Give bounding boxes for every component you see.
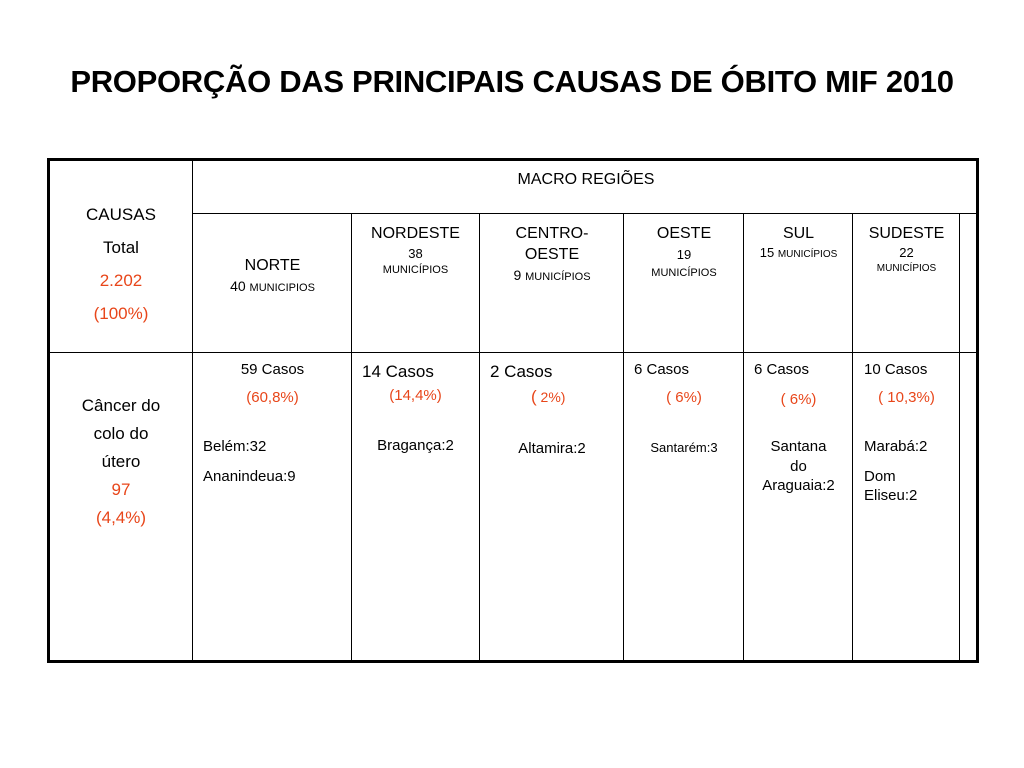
region-municipalities — [745, 245, 852, 262]
region-name: OESTE — [656, 225, 712, 242]
total-label: Total — [103, 238, 139, 257]
region-name: NORTE — [244, 257, 301, 274]
municipality-unit: MUNICÍPIOS — [382, 263, 449, 276]
column-divider — [192, 160, 193, 662]
column-divider — [479, 214, 480, 662]
nordeste-data-cell — [352, 361, 479, 455]
cases-count: 59 Casos — [240, 361, 305, 378]
cases-percent: ( 10,3%) — [878, 388, 935, 406]
city-name-line2: Eliseu:2 — [864, 487, 918, 504]
cases-count: 14 Casos — [362, 362, 434, 381]
city-count: Ananindeua:9 — [203, 467, 296, 485]
cause-name-line1: Câncer do — [81, 396, 161, 415]
municipality-count: 22 — [899, 244, 914, 260]
city-count: Santarém:3 — [650, 440, 718, 455]
total-value: 2.202 — [99, 271, 143, 290]
causas-label: CAUSAS — [86, 205, 156, 224]
region-header-norte — [194, 256, 351, 295]
cause-name-line3: útero — [101, 452, 141, 471]
municipality-count: 40 — [230, 277, 246, 294]
city-count: Marabá:2 — [864, 438, 928, 455]
cases-count: 2 Casos — [490, 362, 553, 381]
cases-percent: (14,4%) — [389, 387, 442, 405]
page-title: PROPORÇÃO DAS PRINCIPAIS CAUSAS DE ÓBITO MIF 2010 — [70, 64, 954, 99]
municipality-count: 15 — [759, 244, 775, 260]
column-divider — [623, 214, 624, 662]
cause-percent: (4,4%) — [95, 508, 147, 527]
region-name-line2: OESTE — [524, 245, 580, 263]
city-name-line3: Araguaia:2 — [762, 477, 835, 494]
sudeste-data-cell — [854, 360, 959, 506]
region-municipalities — [194, 277, 351, 295]
city-count: Belém:32 — [203, 438, 267, 455]
cases-percent: (60,8%) — [246, 388, 299, 406]
column-divider — [743, 214, 744, 662]
municipality-count: 9 — [513, 266, 522, 283]
city-count — [745, 437, 852, 496]
cause-name-line2: colo do — [93, 424, 149, 443]
municipality-unit: MUNICÍPIOS — [876, 262, 937, 274]
region-header-nordeste — [352, 224, 479, 277]
municipality-unit: MUNICÍPIOS — [525, 270, 591, 283]
city-name-line2: do — [790, 457, 807, 475]
macro-regions-header: MACRO REGIÕES — [517, 171, 655, 188]
cases-count: 6 Casos — [634, 361, 690, 378]
city-name-line1: Dom — [864, 467, 896, 485]
city-count: Bragança:2 — [377, 436, 454, 454]
municipality-unit: MUNICÍPIOS — [651, 266, 717, 279]
city-name-line1: Santana — [770, 438, 827, 455]
region-header-sudeste — [854, 224, 959, 275]
municipality-count: 19 — [676, 246, 692, 262]
column-divider — [852, 214, 853, 662]
region-name: SUDESTE — [868, 225, 945, 242]
cases-percent — [481, 386, 623, 409]
percent-value: 2%) — [536, 389, 566, 406]
norte-data-cell — [194, 360, 351, 486]
region-header-centro-oeste — [481, 224, 623, 284]
region-header-oeste — [625, 224, 743, 280]
city-count: Altamira:2 — [518, 439, 586, 457]
centro-oeste-data-cell — [481, 361, 623, 458]
region-name-line1: CENTRO- — [515, 225, 589, 242]
total-percent: (100%) — [93, 304, 149, 323]
cases-percent: ( 6%) — [780, 390, 817, 408]
row-divider — [49, 352, 978, 353]
percent-paren: ( — [531, 387, 537, 407]
region-name: NORDESTE — [371, 225, 460, 242]
region-name: SUL — [782, 225, 815, 242]
oeste-data-cell — [625, 360, 743, 457]
municipality-unit: MUNICIPIOS — [249, 281, 315, 294]
municipality-count: 38 — [408, 245, 423, 261]
row-divider — [192, 213, 978, 214]
cause-value: 97 — [111, 480, 131, 499]
city-count — [854, 467, 959, 506]
causas-header — [50, 198, 192, 330]
region-municipalities — [481, 266, 623, 284]
region-header-sul — [745, 224, 852, 262]
cases-count: 6 Casos — [754, 361, 810, 378]
column-divider — [959, 214, 960, 662]
cases-count: 10 Casos — [864, 361, 928, 378]
cases-percent: ( 6%) — [666, 388, 702, 406]
sul-data-cell — [745, 360, 852, 496]
municipality-unit: MUNICÍPIOS — [777, 248, 838, 260]
cause-cell — [50, 392, 192, 532]
